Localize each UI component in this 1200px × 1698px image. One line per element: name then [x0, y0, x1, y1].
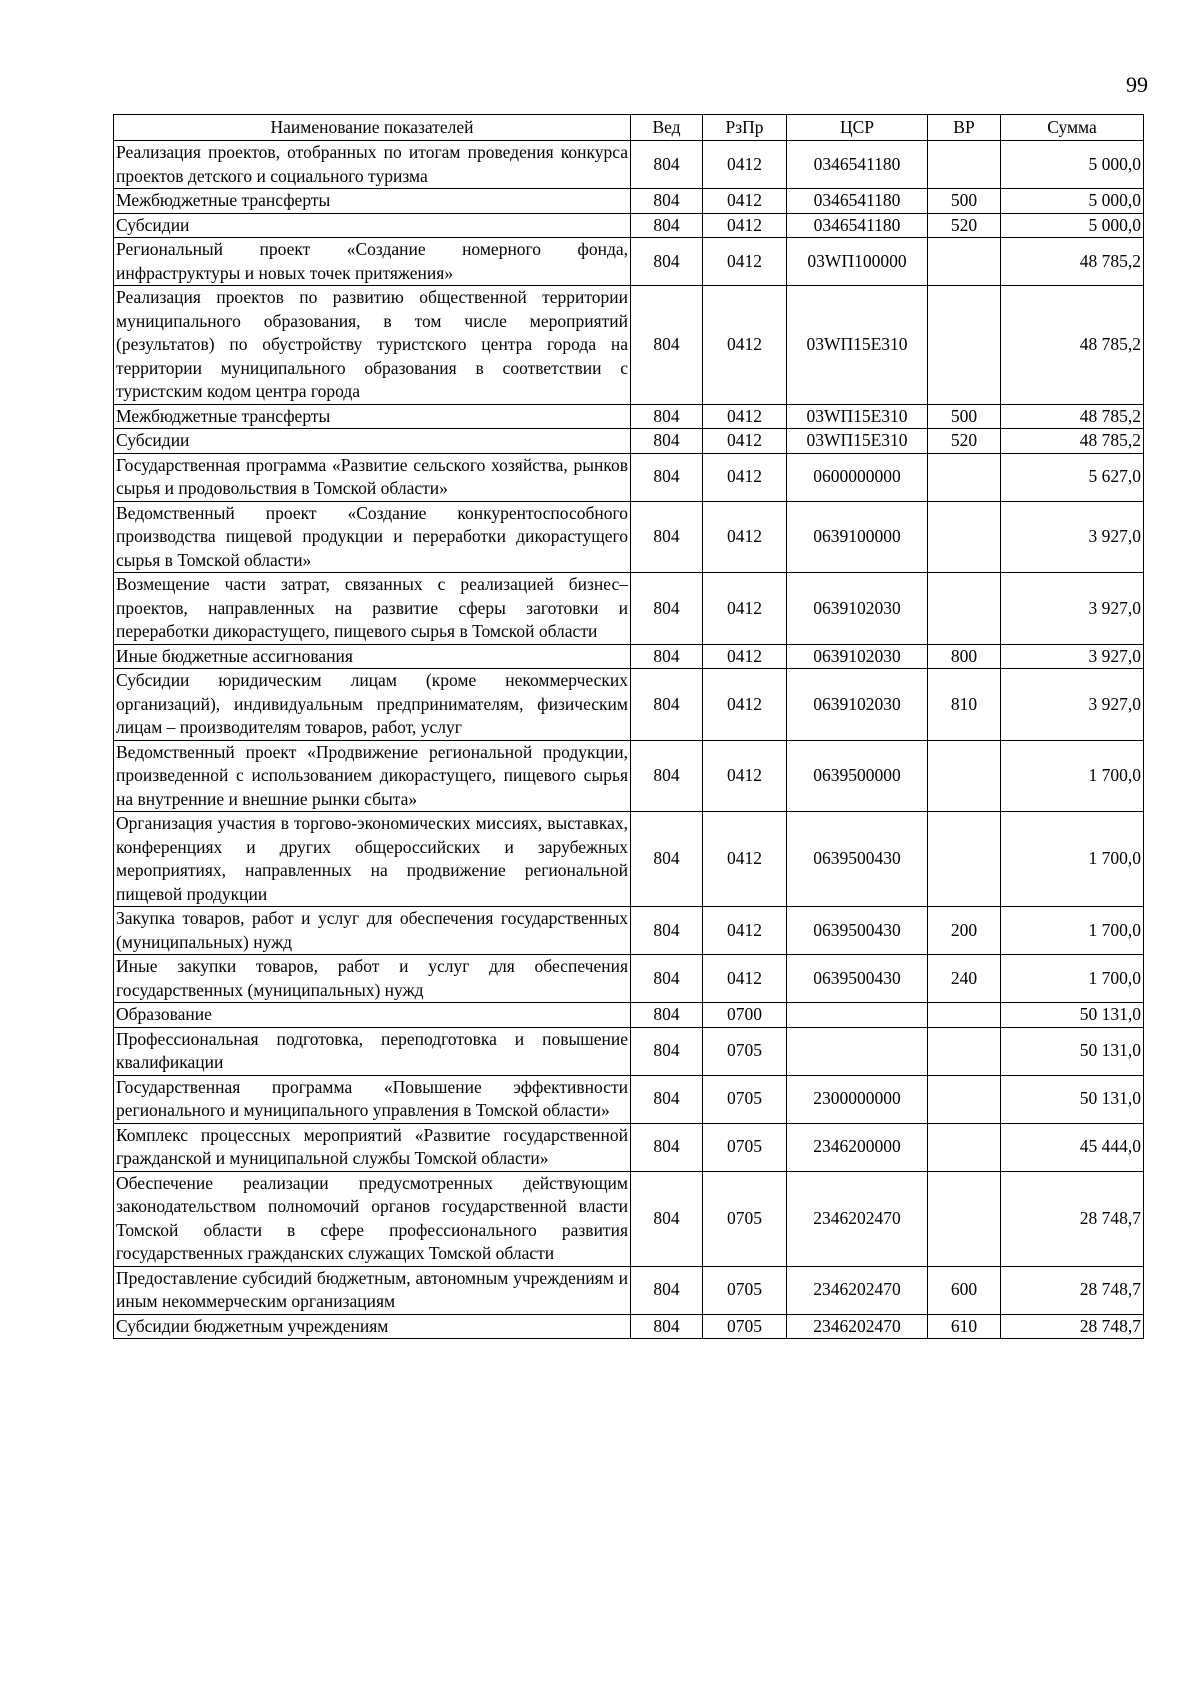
cell-csr: 0639102030 [787, 644, 928, 669]
cell-vr: 610 [928, 1314, 1001, 1339]
table-row [114, 1075, 1144, 1123]
table-row [114, 1123, 1144, 1171]
cell-ved: 804 [631, 453, 703, 501]
cell-name: Субсидии [114, 213, 631, 238]
cell-ved: 804 [631, 1266, 703, 1314]
page-number: 99 [1126, 72, 1148, 97]
cell-name: Субсидии [114, 429, 631, 454]
cell-vr [928, 1027, 1001, 1075]
cell-ved: 804 [631, 1171, 703, 1266]
cell-ved: 804 [631, 189, 703, 214]
table-row [114, 907, 1144, 955]
cell-rzpr: 0705 [703, 1123, 787, 1171]
cell-vr [928, 1123, 1001, 1171]
cell-rzpr: 0705 [703, 1027, 787, 1075]
cell-sum: 48 785,2 [1001, 238, 1144, 286]
table-row [114, 812, 1144, 907]
cell-csr: 0346541180 [787, 189, 928, 214]
cell-sum: 50 131,0 [1001, 1003, 1144, 1028]
cell-ved: 804 [631, 812, 703, 907]
cell-sum: 5 000,0 [1001, 189, 1144, 214]
cell-name: Региональный проект «Создание номерного фонда, инфраструктуры и новых точек притяжения» [114, 238, 631, 286]
cell-ved: 804 [631, 404, 703, 429]
cell-vr [928, 573, 1001, 645]
cell-name: Межбюджетные трансферты [114, 189, 631, 214]
cell-vr: 800 [928, 644, 1001, 669]
cell-sum: 45 444,0 [1001, 1123, 1144, 1171]
cell-sum: 48 785,2 [1001, 429, 1144, 454]
cell-rzpr: 0412 [703, 453, 787, 501]
cell-ved: 804 [631, 141, 703, 189]
cell-csr: 0346541180 [787, 141, 928, 189]
cell-csr: 2346202470 [787, 1314, 928, 1339]
cell-name: Предоставление субсидий бюджетным, автономным учреждениям и иным некоммерческим организациям [114, 1266, 631, 1314]
cell-csr: 03WП15Е310 [787, 429, 928, 454]
table-body [114, 141, 1144, 1339]
cell-sum: 48 785,2 [1001, 404, 1144, 429]
column-header-ved: Вед [631, 115, 703, 141]
cell-name: Профессиональная подготовка, переподготовка и повышение квалификации [114, 1027, 631, 1075]
cell-sum: 28 748,7 [1001, 1171, 1144, 1266]
table-row [114, 573, 1144, 645]
cell-rzpr: 0700 [703, 1003, 787, 1028]
cell-ved: 804 [631, 1314, 703, 1339]
cell-sum: 28 748,7 [1001, 1266, 1144, 1314]
cell-ved: 804 [631, 1075, 703, 1123]
cell-name: Субсидии юридическим лицам (кроме некоммерческих организаций), индивидуальным предпринимателям, физическим лицам – производителям товаров, работ, услуг [114, 669, 631, 741]
cell-vr [928, 141, 1001, 189]
cell-vr [928, 1003, 1001, 1028]
cell-ved: 804 [631, 740, 703, 812]
cell-rzpr: 0412 [703, 429, 787, 454]
cell-ved: 804 [631, 286, 703, 405]
cell-ved: 804 [631, 644, 703, 669]
cell-name: Возмещение части затрат, связанных с реализацией бизнес–проектов, направленных на развитие сферы заготовки и переработки дикорастущего, пищевого сырья в Томской области [114, 573, 631, 645]
cell-name: Ведомственный проект «Создание конкурентоспособного производства пищевой продукции и переработки дикорастущего сырья в Томской области» [114, 501, 631, 573]
table-row [114, 213, 1144, 238]
cell-rzpr: 0412 [703, 740, 787, 812]
cell-ved: 804 [631, 573, 703, 645]
cell-vr [928, 740, 1001, 812]
table-row [114, 669, 1144, 741]
cell-rzpr: 0705 [703, 1266, 787, 1314]
cell-vr [928, 1171, 1001, 1266]
table-row [114, 286, 1144, 405]
cell-sum: 3 927,0 [1001, 573, 1144, 645]
cell-vr [928, 501, 1001, 573]
cell-sum: 1 700,0 [1001, 955, 1144, 1003]
cell-ved: 804 [631, 501, 703, 573]
cell-ved: 804 [631, 1027, 703, 1075]
cell-sum: 3 927,0 [1001, 669, 1144, 741]
cell-rzpr: 0705 [703, 1314, 787, 1339]
cell-vr: 500 [928, 404, 1001, 429]
column-header-csr: ЦСР [787, 115, 928, 141]
cell-csr [787, 1003, 928, 1028]
cell-name: Организация участия в торгово-экономических миссиях, выставках, конференциях и других общероссийских и зарубежных мероприятиях, направленных на продвижение региональной пищевой продукции [114, 812, 631, 907]
column-header-name: Наименование показателей [114, 115, 631, 141]
table-row [114, 189, 1144, 214]
cell-name: Ведомственный проект «Продвижение региональной продукции, произведенной с использованием дикорастущего, пищевого сырья на внутренние и внешние рынки сбыта» [114, 740, 631, 812]
cell-sum: 48 785,2 [1001, 286, 1144, 405]
cell-csr: 03WП15Е310 [787, 404, 928, 429]
cell-ved: 804 [631, 1003, 703, 1028]
cell-csr: 2346200000 [787, 1123, 928, 1171]
cell-csr: 0639500000 [787, 740, 928, 812]
cell-rzpr: 0412 [703, 907, 787, 955]
cell-sum: 5 000,0 [1001, 141, 1144, 189]
cell-csr: 2346202470 [787, 1171, 928, 1266]
cell-ved: 804 [631, 907, 703, 955]
cell-sum: 3 927,0 [1001, 501, 1144, 573]
cell-csr: 0639500430 [787, 812, 928, 907]
table-row [114, 238, 1144, 286]
budget-table [113, 114, 1144, 1339]
cell-sum: 1 700,0 [1001, 812, 1144, 907]
table-row [114, 740, 1144, 812]
cell-name: Иные закупки товаров, работ и услуг для обеспечения государственных (муниципальных) нужд [114, 955, 631, 1003]
cell-sum: 50 131,0 [1001, 1027, 1144, 1075]
cell-name: Государственная программа «Развитие сельского хозяйства, рынков сырья и продовольствия в Томской области» [114, 453, 631, 501]
cell-sum: 50 131,0 [1001, 1075, 1144, 1123]
cell-csr: 0639102030 [787, 573, 928, 645]
cell-csr: 03WП100000 [787, 238, 928, 286]
table-header-row [114, 115, 1144, 141]
cell-name: Государственная программа «Повышение эффективности регионального и муниципального управления в Томской области» [114, 1075, 631, 1123]
table-row [114, 501, 1144, 573]
cell-name: Образование [114, 1003, 631, 1028]
cell-csr [787, 1027, 928, 1075]
cell-ved: 804 [631, 955, 703, 1003]
cell-name: Реализация проектов по развитию общественной территории муниципального образования, в том числе мероприятий (результатов) по обустройству туристского центра города на территории муниципального образования в соответствии с туристским кодом центра города [114, 286, 631, 405]
cell-rzpr: 0412 [703, 213, 787, 238]
cell-csr: 2346202470 [787, 1266, 928, 1314]
cell-name: Реализация проектов, отобранных по итогам проведения конкурса проектов детского и социального туризма [114, 141, 631, 189]
cell-vr: 600 [928, 1266, 1001, 1314]
cell-csr: 0346541180 [787, 213, 928, 238]
cell-name: Комплекс процессных мероприятий «Развитие государственной гражданской и муниципальной службы Томской области» [114, 1123, 631, 1171]
cell-ved: 804 [631, 213, 703, 238]
cell-sum: 3 927,0 [1001, 644, 1144, 669]
cell-sum: 5 627,0 [1001, 453, 1144, 501]
cell-name: Закупка товаров, работ и услуг для обеспечения государственных (муниципальных) нужд [114, 907, 631, 955]
table-row [114, 429, 1144, 454]
cell-vr: 240 [928, 955, 1001, 1003]
cell-rzpr: 0412 [703, 573, 787, 645]
cell-vr [928, 286, 1001, 405]
table-row [114, 1171, 1144, 1266]
cell-rzpr: 0705 [703, 1171, 787, 1266]
cell-vr: 810 [928, 669, 1001, 741]
cell-vr [928, 453, 1001, 501]
cell-rzpr: 0412 [703, 669, 787, 741]
cell-vr: 200 [928, 907, 1001, 955]
column-header-rzpr: РзПр [703, 115, 787, 141]
cell-rzpr: 0412 [703, 286, 787, 405]
table-row [114, 1314, 1144, 1339]
table-row [114, 453, 1144, 501]
table-row [114, 1027, 1144, 1075]
cell-csr: 0600000000 [787, 453, 928, 501]
cell-rzpr: 0412 [703, 955, 787, 1003]
cell-name: Обеспечение реализации предусмотренных действующим законодательством полномочий органов государственной власти Томской области в сфере профессионального развития государственных гражданских служащих Томской области [114, 1171, 631, 1266]
table-row [114, 1266, 1144, 1314]
cell-vr: 500 [928, 189, 1001, 214]
cell-vr [928, 238, 1001, 286]
table-row [114, 141, 1144, 189]
cell-csr: 0639102030 [787, 669, 928, 741]
cell-csr: 03WП15Е310 [787, 286, 928, 405]
cell-rzpr: 0412 [703, 812, 787, 907]
cell-ved: 804 [631, 669, 703, 741]
cell-rzpr: 0705 [703, 1075, 787, 1123]
cell-csr: 0639500430 [787, 955, 928, 1003]
column-header-vr: ВР [928, 115, 1001, 141]
cell-rzpr: 0412 [703, 141, 787, 189]
cell-sum: 28 748,7 [1001, 1314, 1144, 1339]
table-row [114, 404, 1144, 429]
cell-sum: 1 700,0 [1001, 907, 1144, 955]
table-row [114, 955, 1144, 1003]
cell-sum: 5 000,0 [1001, 213, 1144, 238]
table-row [114, 644, 1144, 669]
table-row [114, 1003, 1144, 1028]
cell-csr: 0639500430 [787, 907, 928, 955]
cell-name: Иные бюджетные ассигнования [114, 644, 631, 669]
cell-ved: 804 [631, 429, 703, 454]
cell-ved: 804 [631, 238, 703, 286]
cell-rzpr: 0412 [703, 644, 787, 669]
cell-name: Межбюджетные трансферты [114, 404, 631, 429]
cell-sum: 1 700,0 [1001, 740, 1144, 812]
cell-vr: 520 [928, 213, 1001, 238]
cell-vr: 520 [928, 429, 1001, 454]
cell-name: Субсидии бюджетным учреждениям [114, 1314, 631, 1339]
cell-rzpr: 0412 [703, 404, 787, 429]
cell-csr: 2300000000 [787, 1075, 928, 1123]
column-header-sum: Сумма [1001, 115, 1144, 141]
cell-vr [928, 1075, 1001, 1123]
cell-ved: 804 [631, 1123, 703, 1171]
cell-rzpr: 0412 [703, 501, 787, 573]
cell-csr: 0639100000 [787, 501, 928, 573]
cell-rzpr: 0412 [703, 189, 787, 214]
cell-rzpr: 0412 [703, 238, 787, 286]
cell-vr [928, 812, 1001, 907]
